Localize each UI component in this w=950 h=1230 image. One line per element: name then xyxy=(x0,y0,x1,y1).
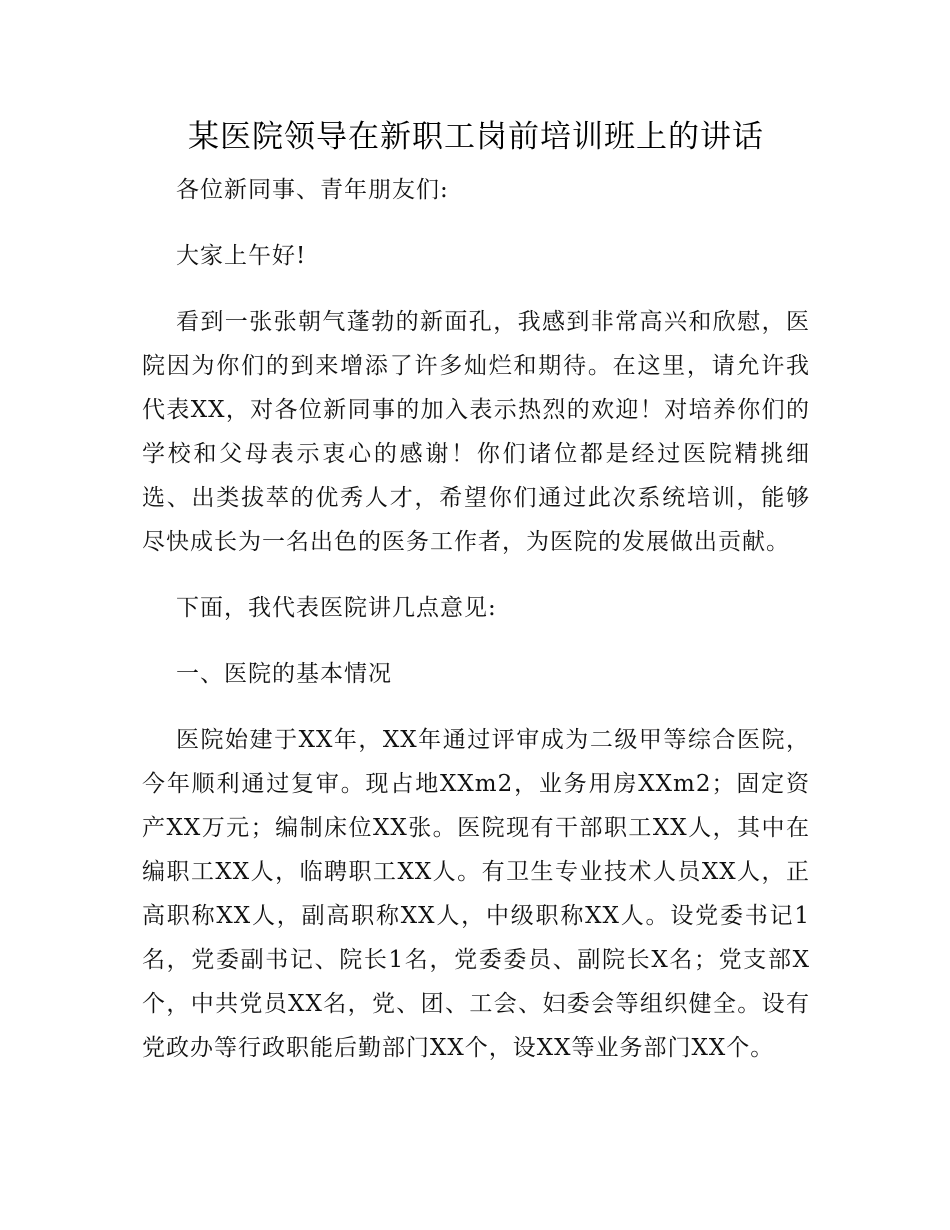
document-title: 某医院领导在新职工岗前培训班上的讲话 xyxy=(188,119,764,155)
section-heading: 一、医院的基本情况 xyxy=(176,661,392,687)
salutation: 各位新同事、青年朋友们: xyxy=(176,177,449,203)
transition-paragraph: 下面，我代表医院讲几点意见: xyxy=(176,595,497,621)
document-page xyxy=(142,110,810,1070)
hospital-overview-paragraph: 医院始建于XX年，XX年通过评审成为二级甲等综合医院，今年顺利通过复审。现占地XXm2，业务用房XXm2；固定资产XX万元；编制床位XX张。医院现有干部职工XX人，其中在编职工XX人，临聘职工XX人。有卫生专业技术人员XX人，正高职称XX人，副高职称XX人，中级职称XX人。设党委书记1名，党委副书记、院长1名，党委委员、副院长X名；党支部X个，中共党员XX名，党、团、工会、妇委会等组织健全。设有党政办等行政职能后勤部门XX个，设XX等业务部门XX个。 xyxy=(142,727,810,1061)
greeting: 大家上午好! xyxy=(176,243,307,269)
opening-paragraph: 看到一张张朝气蓬勃的新面孔，我感到非常高兴和欣慰，医院因为你们的到来增添了许多灿烂和期待。在这里，请允许我代表XX，对各位新同事的加入表示热烈的欢迎！对培养你们的学校和父母表示衷心的感谢！你们诸位都是经过医院精挑细选、出类拔萃的优秀人才，希望你们通过此次系统培训，能够尽快成长为一名出色的医务工作者，为医院的发展做出贡献。 xyxy=(142,309,810,555)
